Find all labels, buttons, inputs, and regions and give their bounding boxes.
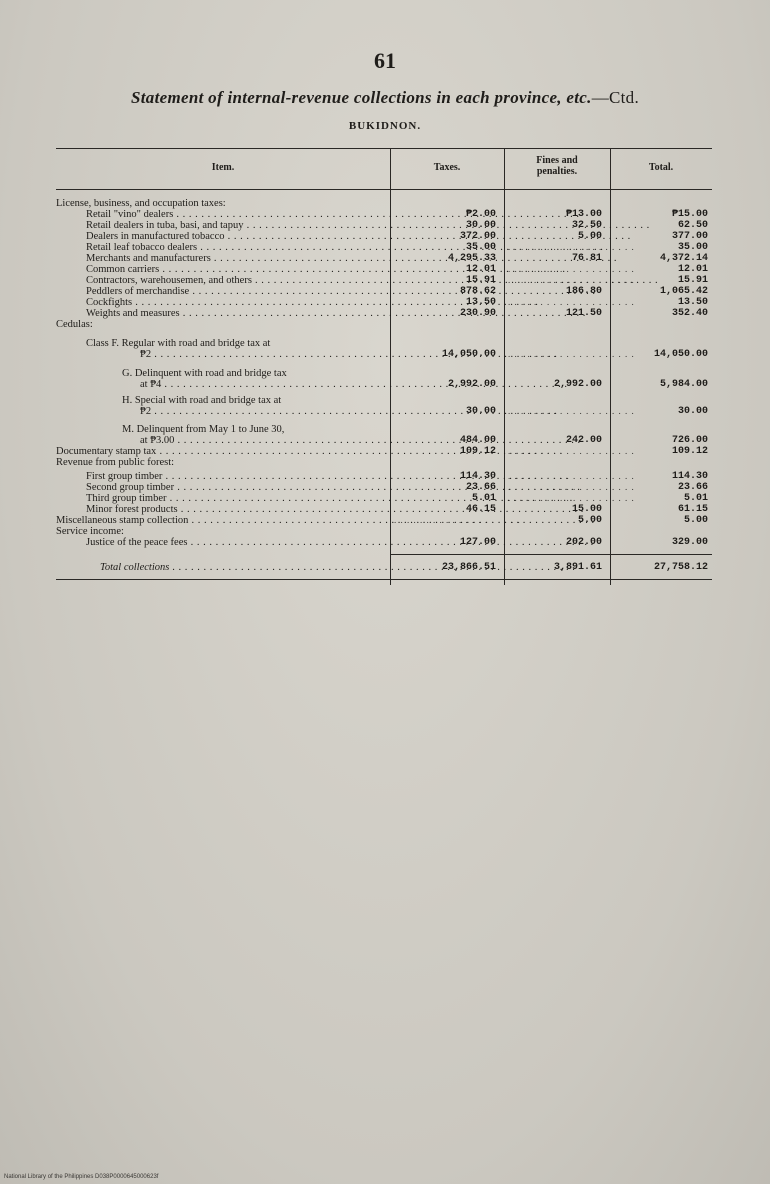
dot-leader: . . . . . . . . . . . . . . . . . . . .: [508, 482, 635, 492]
total-row: [56, 562, 712, 573]
row-label: Peddlers of merchandise . . .: [86, 286, 386, 297]
table-row: [56, 368, 712, 379]
table-bottom-rule: [56, 579, 712, 580]
table-row: [56, 319, 712, 330]
taxes-cell: 14,050.00: [441, 349, 496, 360]
row-label: Second group timber . . .: [86, 482, 386, 493]
fines-cell: ₱13.00: [565, 209, 602, 220]
table-row: [56, 379, 712, 390]
table-row: [56, 286, 712, 297]
taxes-cell: 114.30: [459, 471, 496, 482]
fines-cell: 5.00: [577, 515, 602, 526]
row-label: ₱2 . . .: [140, 406, 386, 417]
taxes-cell: 30.00: [465, 220, 496, 231]
row-label: M. Delinquent from May 1 to June 30,: [122, 424, 285, 435]
title-suffix: —Ctd.: [591, 88, 639, 107]
fines-cell: 186.80: [565, 286, 602, 297]
table-row: [56, 471, 712, 482]
scan-caption: National Library of the Philippines D038P0000645000623f: [4, 1174, 159, 1180]
total-label: Total collections . . .: [100, 562, 386, 573]
row-label: Revenue from public forest:: [56, 457, 175, 468]
taxes-cell: 372.00: [459, 231, 496, 242]
row-label: Cedulas:: [56, 319, 93, 330]
total-cell: 5,984.00: [659, 379, 708, 390]
page-number: 61: [374, 48, 396, 73]
table-row: [56, 457, 712, 468]
row-label: G. Delinquent with road and bridge tax: [122, 368, 287, 379]
total-cell: 23.66: [677, 482, 708, 493]
province-heading: BUKIDNON.: [348, 120, 422, 132]
row-label: Retail dealers in tuba, basi, and tapuy . . .: [86, 220, 386, 231]
row-label: Third group timber . . .: [86, 493, 386, 504]
table-row: [56, 349, 712, 360]
table-row: [56, 537, 712, 548]
table-row: [56, 493, 712, 504]
taxes-cell: 23.66: [465, 482, 496, 493]
total-cell: 114.30: [671, 471, 708, 482]
fines-cell: 202.00: [565, 537, 602, 548]
row-label: Merchants and manufacturers . . .: [86, 253, 386, 264]
table-row: [56, 198, 712, 209]
title-main: Statement of internal-revenue collections in each province, etc.: [131, 88, 592, 107]
table-row: [56, 395, 712, 406]
fines-cell: 242.00: [565, 435, 602, 446]
header-item: Item.: [211, 162, 235, 173]
table-row: [56, 406, 712, 417]
total-cell: 35.00: [677, 242, 708, 253]
fines-cell: 5.00: [577, 231, 602, 242]
taxes-cell: ₱2.00: [465, 209, 496, 220]
taxes-cell: 230.90: [459, 308, 496, 319]
table-row: [56, 209, 712, 220]
table-row: [56, 338, 712, 349]
dot-leader: . . . . . . . . . . . . . . . . . . . .: [394, 515, 521, 525]
table-row: [56, 482, 712, 493]
taxes-cell: 30.00: [465, 406, 496, 417]
taxes-cell: 4,295.33: [447, 253, 496, 264]
revenue-table: [56, 148, 712, 585]
dot-leader: . . . . . . . . . . . . . . . . . . . .: [508, 242, 635, 252]
fines-cell: 76.81: [571, 253, 602, 264]
row-label: Documentary stamp tax . . .: [56, 446, 386, 457]
grand-total-cell: 27,758.12: [653, 562, 708, 573]
dot-leader: . . . . . . . . . . . . . . . . . . . .: [508, 264, 635, 274]
taxes-cell: 878.62: [459, 286, 496, 297]
table-row: [56, 446, 712, 457]
page-title: [0, 88, 770, 108]
total-cell: 5.01: [683, 493, 708, 504]
table-row: [56, 275, 712, 286]
total-cell: 726.00: [671, 435, 708, 446]
taxes-cell: 35.00: [465, 242, 496, 253]
row-label: Minor forest products . . .: [86, 504, 386, 515]
table-row: [56, 253, 712, 264]
row-label: First group timber . . .: [86, 471, 386, 482]
table-row: [56, 220, 712, 231]
fines-cell: 32.50: [571, 220, 602, 231]
total-cell: 15.91: [677, 275, 708, 286]
total-cell: 13.50: [677, 297, 708, 308]
row-label: Contractors, warehousemen, and others . . .: [86, 275, 386, 286]
row-label: Common carriers . . .: [86, 264, 386, 275]
total-fines-cell: 3,891.61: [553, 562, 602, 573]
row-label: Miscellaneous stamp collection . . .: [56, 515, 386, 526]
dot-leader: . . . . . . . . . . . . . . . . . . . .: [508, 471, 635, 481]
total-taxes-cell: 23,866.51: [441, 562, 496, 573]
row-label: Cockfights . . .: [86, 297, 386, 308]
dot-leader: . . . . . . . . . . . . . . . . . . . .: [508, 446, 635, 456]
header-total: Total.: [648, 162, 674, 173]
header-fines-line1: Fines and: [536, 155, 578, 166]
total-cell: 377.00: [671, 231, 708, 242]
taxes-cell: 13.50: [465, 297, 496, 308]
header-fines: [504, 155, 610, 177]
header-taxes: Taxes.: [433, 162, 461, 173]
total-cell: ₱15.00: [671, 209, 708, 220]
dot-leader: . . . . . . . . . . . . . . . . . . . .: [508, 297, 635, 307]
table-row: [56, 242, 712, 253]
total-cell: 30.00: [677, 406, 708, 417]
header-fines-line2: penalties.: [536, 166, 578, 177]
taxes-cell: 2,992.00: [447, 379, 496, 390]
taxes-cell: 12.01: [465, 264, 496, 275]
row-label: H. Special with road and bridge tax at: [122, 395, 282, 406]
taxes-cell: 109.12: [459, 446, 496, 457]
taxes-cell: 127.00: [459, 537, 496, 548]
table-row: [56, 526, 712, 537]
fines-cell: 15.00: [571, 504, 602, 515]
row-label: at ₱3.00 . . .: [140, 435, 386, 446]
dot-leader: . . . . . . . . . . . . . . . . . . . .: [508, 349, 635, 359]
table-row: [56, 504, 712, 515]
row-label: Retail "vino" dealers . . .: [86, 209, 386, 220]
taxes-cell: 5.01: [471, 493, 496, 504]
table-row: [56, 435, 712, 446]
fines-cell: 2,992.00: [553, 379, 602, 390]
dot-leader: . . . . . . . . . . . . . . . . . . . .: [508, 493, 635, 503]
row-label: Service income:: [56, 526, 124, 537]
row-label: at ₱4 . . .: [140, 379, 386, 390]
table-row: [56, 231, 712, 242]
total-cell: 61.15: [677, 504, 708, 515]
table-row: [56, 515, 712, 526]
total-cell: 1,065.42: [659, 286, 708, 297]
total-cell: 4,372.14: [659, 253, 708, 264]
total-cell: 62.50: [677, 220, 708, 231]
total-cell: 109.12: [671, 446, 708, 457]
total-rule: [390, 554, 712, 555]
dot-leader: . . . . . . . . . . . . . . . . . . . .: [508, 275, 635, 285]
row-label: Justice of the peace fees . . .: [86, 537, 386, 548]
fines-cell: 121.50: [565, 308, 602, 319]
table-row: [56, 264, 712, 275]
taxes-cell: 46.15: [465, 504, 496, 515]
dot-leader: . . . . . . . . . . . . . . . . . . . .: [508, 406, 635, 416]
taxes-cell: 484.00: [459, 435, 496, 446]
row-label: Dealers in manufactured tobacco . . .: [86, 231, 386, 242]
row-label: Class F. Regular with road and bridge tax at: [86, 338, 271, 349]
table-header: [56, 149, 712, 190]
taxes-cell: 15.91: [465, 275, 496, 286]
row-label: License, business, and occupation taxes:: [56, 198, 226, 209]
total-cell: 329.00: [671, 537, 708, 548]
table-row: [56, 297, 712, 308]
total-cell: 14,050.00: [653, 349, 708, 360]
total-cell: 5.00: [683, 515, 708, 526]
table-row: [56, 308, 712, 319]
row-label: Retail leaf tobacco dealers . . .: [86, 242, 386, 253]
total-cell: 352.40: [671, 308, 708, 319]
table-row: [56, 424, 712, 435]
row-label: ₱2 . . .: [140, 349, 386, 360]
table-body: [56, 190, 712, 585]
total-cell: 12.01: [677, 264, 708, 275]
row-label: Weights and measures . . .: [86, 308, 386, 319]
